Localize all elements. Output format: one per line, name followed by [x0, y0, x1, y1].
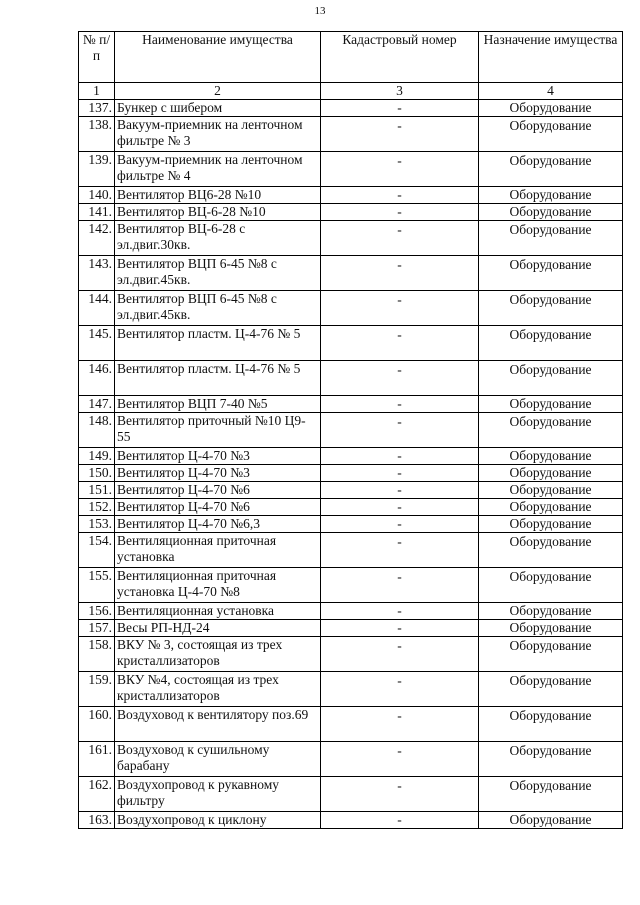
cadastral-number: - [321, 620, 479, 637]
property-purpose: Оборудование [479, 637, 623, 672]
cadastral-number: - [321, 204, 479, 221]
property-purpose: Оборудование [479, 533, 623, 568]
row-number: 143. [79, 256, 115, 291]
table-row [79, 777, 623, 812]
property-purpose: Оборудование [479, 152, 623, 187]
row-number: 155. [79, 568, 115, 603]
cadastral-number: - [321, 187, 479, 204]
row-number: 148. [79, 413, 115, 448]
row-number: 141. [79, 204, 115, 221]
table-row [79, 707, 623, 742]
cadastral-number: - [321, 291, 479, 326]
page-number: 13 [314, 5, 326, 17]
table-row [79, 361, 623, 396]
row-number: 156. [79, 603, 115, 620]
table-row [79, 413, 623, 448]
property-name: Вентилятор Ц-4-70 №3 [115, 448, 321, 465]
property-purpose: Оборудование [479, 482, 623, 499]
row-number: 161. [79, 742, 115, 777]
property-name: Воздуховод к вентилятору поз.69 [115, 707, 321, 742]
row-number: 158. [79, 637, 115, 672]
cadastral-number: - [321, 568, 479, 603]
row-number: 142. [79, 221, 115, 256]
property-table [78, 31, 623, 829]
row-number: 138. [79, 117, 115, 152]
row-number: 145. [79, 326, 115, 361]
table-row [79, 499, 623, 516]
row-number: 153. [79, 516, 115, 533]
cadastral-number: - [321, 221, 479, 256]
cadastral-number: - [321, 152, 479, 187]
row-number: 149. [79, 448, 115, 465]
property-name: ВКУ №4, состоящая из трех кристаллизаторов [115, 672, 321, 707]
property-purpose: Оборудование [479, 396, 623, 413]
cadastral-number: - [321, 465, 479, 482]
table-row [79, 742, 623, 777]
property-name: Воздуховод к сушильному барабану [115, 742, 321, 777]
property-name: Вентилятор пластм. Ц-4-76 № 5 [115, 326, 321, 361]
cadastral-number: - [321, 482, 479, 499]
row-number: 160. [79, 707, 115, 742]
table-row [79, 482, 623, 499]
property-purpose: Оборудование [479, 117, 623, 152]
header-number: № п/п [79, 32, 115, 83]
property-name: Вентилятор приточный №10 Ц9-55 [115, 413, 321, 448]
property-purpose: Оборудование [479, 672, 623, 707]
row-number: 137. [79, 100, 115, 117]
cadastral-number: - [321, 413, 479, 448]
row-number: 162. [79, 777, 115, 812]
table-row [79, 637, 623, 672]
property-purpose: Оборудование [479, 291, 623, 326]
column-number: 1 [79, 83, 115, 100]
row-number: 146. [79, 361, 115, 396]
property-name: Вакуум-приемник на ленточном фильтре № 4 [115, 152, 321, 187]
cadastral-number: - [321, 326, 479, 361]
row-number: 152. [79, 499, 115, 516]
property-purpose: Оборудование [479, 361, 623, 396]
cadastral-number: - [321, 672, 479, 707]
property-name: Вентилятор Ц-4-70 №6,3 [115, 516, 321, 533]
cadastral-number: - [321, 117, 479, 152]
column-number: 2 [115, 83, 321, 100]
column-number-row [79, 83, 623, 100]
header-purpose: Назначение имущества [479, 32, 623, 83]
property-name: Бункер с шибером [115, 100, 321, 117]
row-number: 157. [79, 620, 115, 637]
cadastral-number: - [321, 777, 479, 812]
row-number: 140. [79, 187, 115, 204]
property-purpose: Оборудование [479, 448, 623, 465]
cadastral-number: - [321, 396, 479, 413]
table-row [79, 326, 623, 361]
property-name: Вентилятор ВЦП 6-45 №8 с эл.двиг.45кв. [115, 291, 321, 326]
property-name: Воздухопровод к рукавному фильтру [115, 777, 321, 812]
cadastral-number: - [321, 603, 479, 620]
property-purpose: Оборудование [479, 187, 623, 204]
property-name: Вентилятор ВЦП 6-45 №8 с эл.двиг.45кв. [115, 256, 321, 291]
property-purpose: Оборудование [479, 499, 623, 516]
property-name: Вентиляционная установка [115, 603, 321, 620]
cadastral-number: - [321, 361, 479, 396]
property-purpose: Оборудование [479, 603, 623, 620]
cadastral-number: - [321, 448, 479, 465]
property-name: Вентиляционная приточная установка [115, 533, 321, 568]
property-name: Вентилятор Ц-4-70 №6 [115, 482, 321, 499]
property-purpose: Оборудование [479, 812, 623, 829]
table-row [79, 221, 623, 256]
property-name: Вентилятор Ц-4-70 №6 [115, 499, 321, 516]
property-purpose: Оборудование [479, 516, 623, 533]
property-purpose: Оборудование [479, 326, 623, 361]
property-name: Вентиляционная приточная установка Ц-4-70 №8 [115, 568, 321, 603]
table-row [79, 568, 623, 603]
table-row [79, 448, 623, 465]
table-row [79, 100, 623, 117]
property-purpose: Оборудование [479, 568, 623, 603]
table-row [79, 812, 623, 829]
cadastral-number: - [321, 637, 479, 672]
table-row [79, 117, 623, 152]
property-name: Вентилятор Ц-4-70 №3 [115, 465, 321, 482]
property-name: Вакуум-приемник на ленточном фильтре № 3 [115, 117, 321, 152]
row-number: 139. [79, 152, 115, 187]
property-name: Весы РП-НД-24 [115, 620, 321, 637]
row-number: 147. [79, 396, 115, 413]
table-row [79, 291, 623, 326]
header-row [79, 32, 623, 83]
header-name: Наименование имущества [115, 32, 321, 83]
cadastral-number: - [321, 742, 479, 777]
property-purpose: Оборудование [479, 777, 623, 812]
property-name: Вентилятор ВЦ-6-28 с эл.двиг.30кв. [115, 221, 321, 256]
property-purpose: Оборудование [479, 204, 623, 221]
table-row [79, 187, 623, 204]
property-purpose: Оборудование [479, 413, 623, 448]
table-row [79, 603, 623, 620]
row-number: 154. [79, 533, 115, 568]
table-row [79, 152, 623, 187]
table-row [79, 256, 623, 291]
column-number: 3 [321, 83, 479, 100]
property-name: Вентилятор ВЦП 7-40 №5 [115, 396, 321, 413]
cadastral-number: - [321, 516, 479, 533]
cadastral-number: - [321, 533, 479, 568]
property-purpose: Оборудование [479, 620, 623, 637]
cadastral-number: - [321, 100, 479, 117]
table-row [79, 672, 623, 707]
property-purpose: Оборудование [479, 707, 623, 742]
column-number: 4 [479, 83, 623, 100]
property-name: Вентилятор ВЦ6-28 №10 [115, 187, 321, 204]
property-purpose: Оборудование [479, 256, 623, 291]
header-cadastral: Кадастровый номер [321, 32, 479, 83]
table-row [79, 516, 623, 533]
property-name: Вентилятор пластм. Ц-4-76 № 5 [115, 361, 321, 396]
property-purpose: Оборудование [479, 742, 623, 777]
row-number: 159. [79, 672, 115, 707]
table-row [79, 396, 623, 413]
row-number: 151. [79, 482, 115, 499]
cadastral-number: - [321, 707, 479, 742]
table-row [79, 620, 623, 637]
property-purpose: Оборудование [479, 100, 623, 117]
table-row [79, 465, 623, 482]
row-number: 150. [79, 465, 115, 482]
property-purpose: Оборудование [479, 221, 623, 256]
property-name: Вентилятор ВЦ-6-28 №10 [115, 204, 321, 221]
property-name: Воздухопровод к циклону [115, 812, 321, 829]
row-number: 163. [79, 812, 115, 829]
row-number: 144. [79, 291, 115, 326]
table-row [79, 204, 623, 221]
table-row [79, 533, 623, 568]
property-name: ВКУ № 3, состоящая из трех кристаллизаторов [115, 637, 321, 672]
cadastral-number: - [321, 812, 479, 829]
property-purpose: Оборудование [479, 465, 623, 482]
cadastral-number: - [321, 256, 479, 291]
cadastral-number: - [321, 499, 479, 516]
